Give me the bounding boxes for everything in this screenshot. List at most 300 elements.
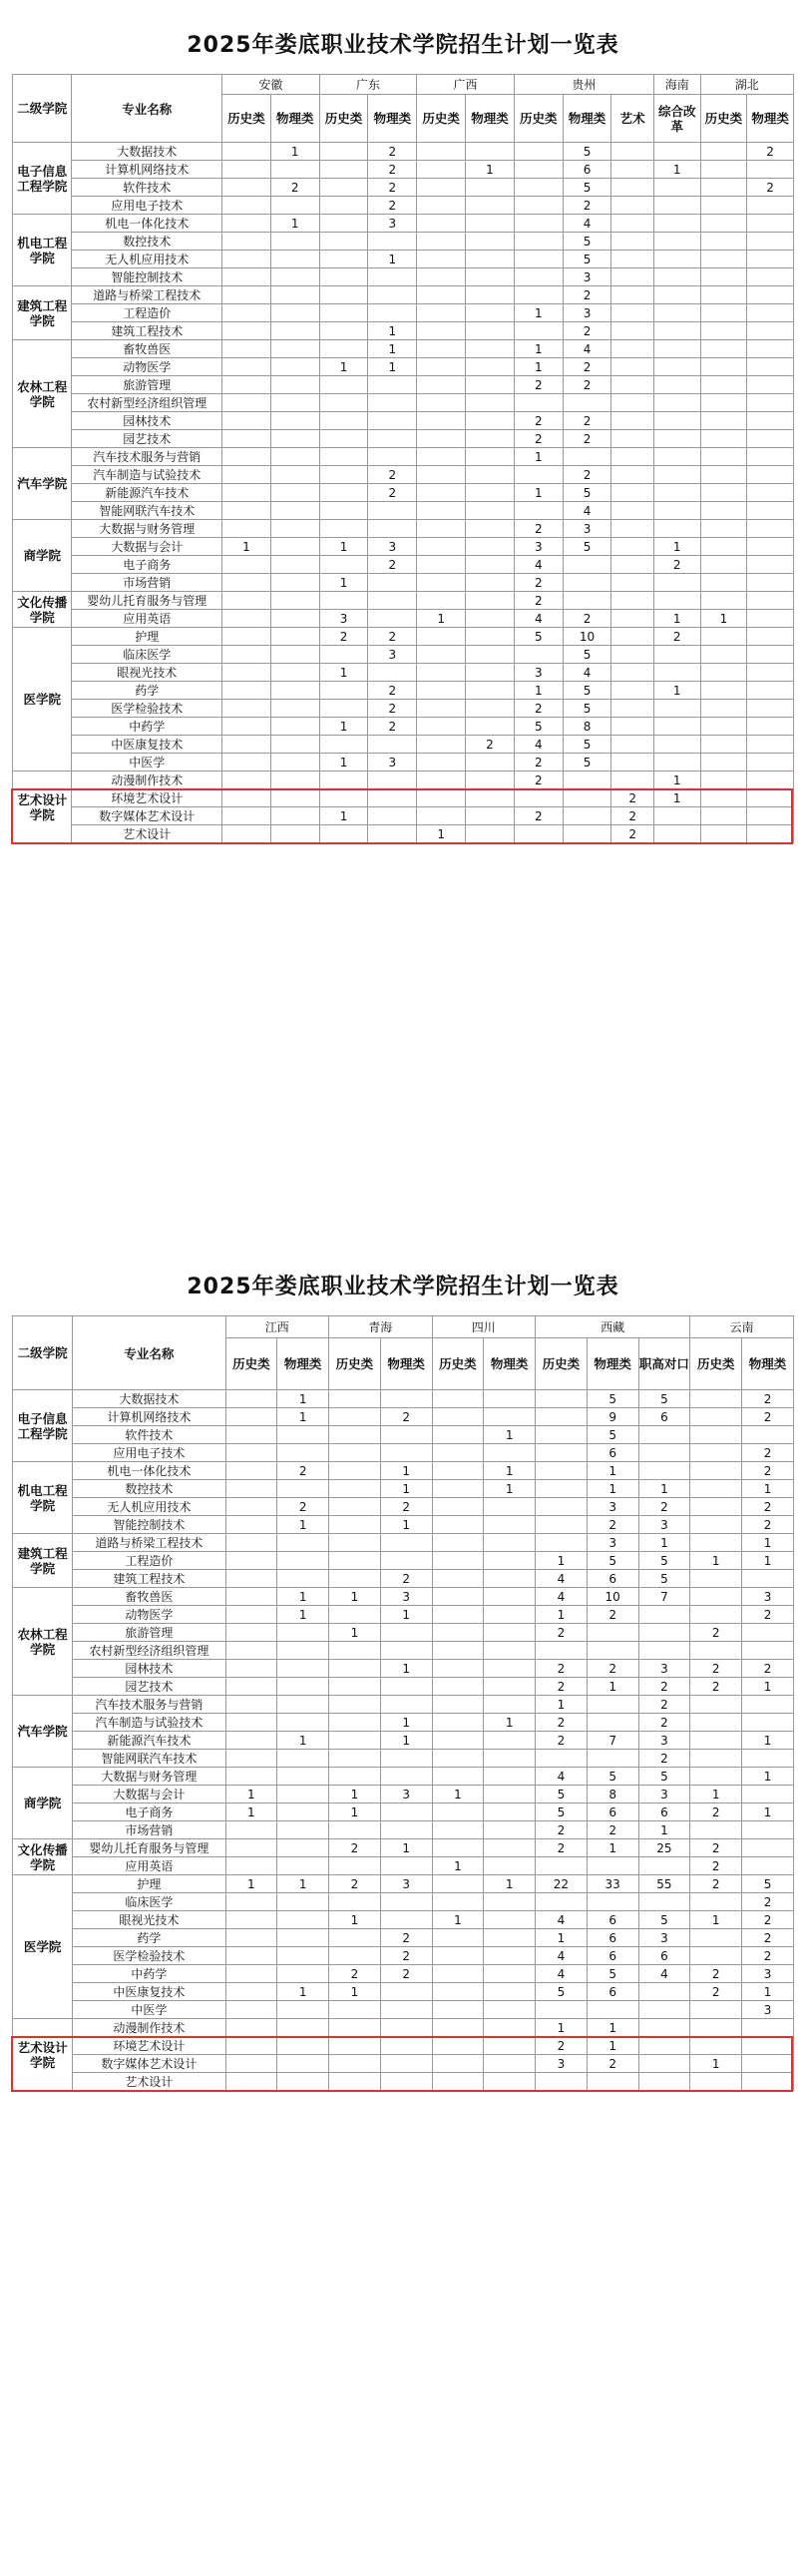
table-row (13, 304, 794, 322)
table-row (13, 161, 794, 179)
major-cell: 道路与桥梁工程技术 (72, 286, 222, 304)
college-cell: 艺术设计学院 (13, 2019, 73, 2091)
quota-cell (270, 233, 319, 251)
major-cell: 市场营销 (73, 1821, 225, 1839)
quota-cell (432, 1732, 484, 1750)
quota-cell (611, 251, 653, 268)
quota-cell (380, 1426, 432, 1444)
quota-cell (700, 197, 747, 215)
quota-cell (466, 358, 515, 376)
quota-cell: 2 (368, 484, 417, 502)
quota-cell (417, 646, 466, 664)
college-cell: 农林工程学院 (13, 340, 72, 448)
quota-cell (484, 1660, 536, 1678)
quota-cell (329, 1929, 381, 1947)
quota-cell (277, 1696, 329, 1714)
quota-cell: 4 (563, 215, 611, 233)
quota-cell: 1 (368, 358, 417, 376)
quota-cell: 2 (536, 1839, 588, 1857)
quota-cell (466, 376, 515, 394)
quota-cell (611, 718, 653, 736)
quota-cell (611, 286, 653, 304)
quota-cell (484, 1390, 536, 1408)
quota-cell (225, 1660, 277, 1678)
quota-cell (222, 520, 271, 538)
quota-cell: 4 (563, 502, 611, 520)
quota-cell (700, 789, 747, 807)
quota-cell (563, 825, 611, 843)
quota-cell: 5 (587, 1552, 638, 1570)
quota-cell: 2 (514, 430, 563, 448)
quota-cell: 6 (638, 1408, 690, 1426)
quota-cell (432, 1606, 484, 1624)
table-row (13, 1408, 794, 1426)
quota-cell (700, 394, 747, 412)
quota-cell: 1 (380, 1606, 432, 1624)
quota-cell (417, 807, 466, 825)
quota-cell: 2 (368, 700, 417, 718)
category-header: 物理类 (380, 1338, 432, 1390)
table-row (13, 448, 794, 466)
quota-cell (222, 682, 271, 700)
quota-cell (484, 1498, 536, 1516)
quota-cell (742, 1642, 794, 1660)
quota-cell: 1 (742, 1732, 794, 1750)
quota-cell (747, 646, 794, 664)
quota-cell (611, 215, 653, 233)
quota-cell (611, 161, 653, 179)
quota-cell (380, 2001, 432, 2019)
quota-cell (270, 197, 319, 215)
quota-cell (270, 574, 319, 592)
quota-cell: 1 (514, 340, 563, 358)
quota-cell: 3 (514, 664, 563, 682)
quota-cell (225, 1390, 277, 1408)
quota-cell (514, 179, 563, 197)
quota-cell (611, 628, 653, 646)
quota-cell: 2 (380, 1570, 432, 1588)
table-row (13, 1390, 794, 1408)
quota-cell (319, 502, 368, 520)
quota-cell (563, 772, 611, 789)
major-cell: 数字媒体艺术设计 (73, 2055, 225, 2073)
quota-cell (329, 1714, 381, 1732)
quota-cell: 2 (563, 466, 611, 484)
quota-cell (742, 2019, 794, 2037)
quota-cell (690, 1821, 742, 1839)
quota-cell (277, 1929, 329, 1947)
quota-cell (484, 1893, 536, 1911)
quota-cell (611, 358, 653, 376)
quota-cell (638, 1624, 690, 1642)
quota-cell (700, 807, 747, 825)
quota-cell (270, 628, 319, 646)
quota-cell (742, 1714, 794, 1732)
quota-cell (466, 772, 515, 789)
quota-cell (514, 143, 563, 161)
quota-cell: 2 (742, 1660, 794, 1678)
table-row (13, 430, 794, 448)
quota-cell (466, 825, 515, 843)
quota-cell (270, 466, 319, 484)
quota-cell (690, 1750, 742, 1768)
quota-cell (432, 1983, 484, 2001)
quota-cell (466, 179, 515, 197)
major-cell: 动漫制作技术 (73, 2019, 225, 2037)
quota-cell (653, 754, 700, 772)
quota-cell (417, 520, 466, 538)
quota-cell (536, 2001, 588, 2019)
quota-cell (319, 251, 368, 268)
quota-cell: 5 (742, 1875, 794, 1893)
quota-cell (700, 233, 747, 251)
quota-cell (611, 754, 653, 772)
quota-cell: 1 (536, 1606, 588, 1624)
quota-cell: 1 (653, 682, 700, 700)
quota-cell (319, 268, 368, 286)
quota-cell: 5 (563, 646, 611, 664)
quota-cell (466, 268, 515, 286)
quota-cell (611, 736, 653, 754)
quota-cell (653, 251, 700, 268)
quota-cell (225, 1426, 277, 1444)
quota-cell: 4 (536, 1911, 588, 1929)
quota-cell (611, 574, 653, 592)
quota-cell: 2 (514, 807, 563, 825)
quota-cell: 2 (690, 1965, 742, 1983)
quota-cell: 1 (319, 807, 368, 825)
quota-cell (417, 197, 466, 215)
quota-cell (270, 592, 319, 610)
major-cell: 中医学 (72, 754, 222, 772)
quota-cell (417, 340, 466, 358)
quota-cell: 1 (380, 1660, 432, 1678)
quota-cell: 2 (563, 412, 611, 430)
enrollment-plan-table (12, 1315, 794, 2091)
quota-cell (747, 718, 794, 736)
category-header: 历史类 (417, 95, 466, 143)
quota-cell: 4 (638, 1965, 690, 1983)
quota-cell: 3 (563, 268, 611, 286)
quota-cell (319, 304, 368, 322)
quota-cell (514, 322, 563, 340)
quota-cell: 1 (536, 1929, 588, 1947)
quota-cell (587, 1750, 638, 1768)
quota-cell: 5 (514, 628, 563, 646)
table-row (13, 772, 794, 789)
quota-cell (514, 233, 563, 251)
quota-cell (742, 2037, 794, 2055)
quota-cell (611, 682, 653, 700)
quota-cell (536, 1516, 588, 1534)
quota-cell: 1 (270, 143, 319, 161)
quota-cell (653, 340, 700, 358)
major-cell: 机电一体化技术 (73, 1462, 225, 1480)
table-row (13, 1606, 794, 1624)
quota-cell (319, 376, 368, 394)
quota-cell (653, 484, 700, 502)
quota-cell (432, 1498, 484, 1516)
quota-cell: 3 (380, 1588, 432, 1606)
quota-cell: 2 (638, 1714, 690, 1732)
quota-cell (700, 412, 747, 430)
quota-cell (466, 789, 515, 807)
quota-cell (700, 664, 747, 682)
quota-cell: 2 (368, 682, 417, 700)
quota-cell (222, 376, 271, 394)
quota-cell: 1 (536, 1696, 588, 1714)
quota-cell (225, 1534, 277, 1552)
quota-cell (222, 268, 271, 286)
quota-cell: 1 (417, 825, 466, 843)
quota-cell: 5 (563, 538, 611, 556)
quota-cell (222, 700, 271, 718)
quota-cell: 1 (225, 1875, 277, 1893)
quota-cell (417, 484, 466, 502)
quota-cell (700, 718, 747, 736)
quota-cell: 2 (638, 1678, 690, 1696)
quota-cell (690, 1426, 742, 1444)
college-cell: 机电工程学院 (13, 1462, 73, 1534)
quota-cell: 5 (563, 682, 611, 700)
quota-cell (484, 1516, 536, 1534)
quota-cell (417, 286, 466, 304)
table-row (13, 1642, 794, 1660)
major-cell: 临床医学 (72, 646, 222, 664)
major-cell: 环境艺术设计 (72, 789, 222, 807)
quota-cell: 6 (587, 1983, 638, 2001)
quota-cell (417, 502, 466, 520)
quota-cell (690, 1498, 742, 1516)
quota-cell: 3 (638, 1929, 690, 1947)
quota-cell: 3 (368, 215, 417, 233)
province-header: 广东 (319, 75, 417, 95)
quota-cell: 1 (380, 1732, 432, 1750)
quota-cell (225, 1714, 277, 1732)
quota-cell (747, 304, 794, 322)
quota-cell (432, 2001, 484, 2019)
table-row (13, 484, 794, 502)
quota-cell: 1 (536, 1552, 588, 1570)
quota-cell (690, 1947, 742, 1965)
quota-cell: 1 (319, 358, 368, 376)
quota-cell (225, 1839, 277, 1857)
quota-cell (329, 1857, 381, 1875)
quota-cell (466, 484, 515, 502)
quota-cell (484, 1803, 536, 1821)
quota-cell (747, 484, 794, 502)
table-row (13, 1570, 794, 1588)
quota-cell: 1 (277, 1606, 329, 1624)
quota-cell: 1 (514, 358, 563, 376)
quota-cell (432, 1893, 484, 1911)
quota-cell (587, 1714, 638, 1732)
quota-cell (277, 1660, 329, 1678)
quota-cell: 4 (536, 1965, 588, 1983)
category-header: 历史类 (536, 1338, 588, 1390)
table-row (13, 179, 794, 197)
quota-cell: 1 (587, 1678, 638, 1696)
quota-cell (417, 700, 466, 718)
quota-cell (222, 161, 271, 179)
quota-cell: 2 (653, 556, 700, 574)
quota-cell (690, 1696, 742, 1714)
quota-cell: 1 (277, 1516, 329, 1534)
quota-cell: 33 (587, 1875, 638, 1893)
quota-cell (700, 358, 747, 376)
quota-cell (690, 1768, 742, 1786)
table-row (13, 789, 794, 807)
major-cell: 智能网联汽车技术 (72, 502, 222, 520)
quota-cell (380, 2073, 432, 2091)
quota-cell (368, 825, 417, 843)
quota-cell (222, 215, 271, 233)
quota-cell: 1 (432, 1911, 484, 1929)
quota-cell (690, 2001, 742, 2019)
quota-cell (225, 1588, 277, 1606)
quota-cell (329, 1390, 381, 1408)
quota-cell (222, 430, 271, 448)
category-header: 物理类 (563, 95, 611, 143)
quota-cell (466, 322, 515, 340)
quota-cell (417, 161, 466, 179)
quota-cell: 2 (587, 1660, 638, 1678)
quota-cell (277, 1750, 329, 1768)
quota-cell (277, 1965, 329, 1983)
quota-cell (700, 466, 747, 484)
quota-cell: 2 (587, 2055, 638, 2073)
quota-cell: 2 (742, 1606, 794, 1624)
quota-cell (466, 430, 515, 448)
quota-cell (222, 394, 271, 412)
quota-cell: 2 (368, 161, 417, 179)
quota-cell (319, 682, 368, 700)
quota-cell (653, 502, 700, 520)
quota-cell (700, 556, 747, 574)
quota-cell (319, 430, 368, 448)
quota-cell (270, 304, 319, 322)
quota-cell (690, 1480, 742, 1498)
quota-cell (225, 1965, 277, 1983)
table-row (13, 2073, 794, 2091)
college-cell: 文化传播学院 (13, 592, 72, 628)
college-cell: 汽车学院 (13, 1696, 73, 1768)
quota-cell (653, 268, 700, 286)
quota-cell (380, 1768, 432, 1786)
quota-cell (690, 1588, 742, 1606)
quota-cell (225, 2001, 277, 2019)
quota-cell (222, 646, 271, 664)
quota-cell: 1 (329, 1911, 381, 1929)
quota-cell: 4 (514, 736, 563, 754)
quota-cell (514, 394, 563, 412)
major-cell: 环境艺术设计 (73, 2037, 225, 2055)
quota-cell (380, 2019, 432, 2037)
quota-cell (700, 143, 747, 161)
quota-cell (380, 1857, 432, 1875)
quota-cell (514, 197, 563, 215)
table-row (13, 807, 794, 825)
quota-cell (747, 268, 794, 286)
table-row (13, 1660, 794, 1678)
major-cell: 建筑工程技术 (72, 322, 222, 340)
quota-cell (368, 448, 417, 466)
table-row (13, 340, 794, 358)
major-cell: 农村新型经济组织管理 (72, 394, 222, 412)
quota-cell (700, 484, 747, 502)
quota-cell (536, 1480, 588, 1498)
quota-cell (225, 2019, 277, 2037)
quota-cell (638, 1857, 690, 1875)
quota-cell (270, 646, 319, 664)
quota-cell (222, 233, 271, 251)
quota-cell (225, 1606, 277, 1624)
quota-cell (329, 2073, 381, 2091)
quota-cell (747, 736, 794, 754)
quota-cell (638, 2019, 690, 2037)
quota-cell: 5 (587, 1768, 638, 1786)
major-cell: 智能网联汽车技术 (73, 1750, 225, 1768)
plan-table-block-1 (12, 12, 794, 843)
quota-cell: 5 (536, 1803, 588, 1821)
quota-cell: 1 (484, 1426, 536, 1444)
quota-cell: 1 (690, 1911, 742, 1929)
quota-cell (484, 1839, 536, 1857)
quota-cell (270, 718, 319, 736)
quota-cell (653, 143, 700, 161)
quota-cell: 2 (536, 1660, 588, 1678)
quota-cell: 2 (742, 1911, 794, 1929)
quota-cell: 2 (587, 1606, 638, 1624)
quota-cell (611, 322, 653, 340)
quota-cell (270, 664, 319, 682)
quota-cell (225, 1624, 277, 1642)
quota-cell (587, 1696, 638, 1714)
quota-cell (277, 1821, 329, 1839)
quota-cell (368, 736, 417, 754)
quota-cell: 2 (653, 628, 700, 646)
quota-cell: 2 (690, 1983, 742, 2001)
quota-cell: 4 (536, 1768, 588, 1786)
table-row (13, 1498, 794, 1516)
province-header: 安徽 (222, 75, 320, 95)
quota-cell (432, 1588, 484, 1606)
quota-cell: 1 (319, 718, 368, 736)
quota-cell (319, 556, 368, 574)
category-header: 物理类 (368, 95, 417, 143)
quota-cell: 1 (514, 448, 563, 466)
quota-cell: 1 (277, 1875, 329, 1893)
quota-cell (329, 1498, 381, 1516)
major-cell: 药学 (72, 682, 222, 700)
quota-cell: 7 (638, 1588, 690, 1606)
quota-cell (611, 484, 653, 502)
quota-cell (329, 1821, 381, 1839)
quota-cell: 1 (587, 2037, 638, 2055)
quota-cell (700, 304, 747, 322)
quota-cell (319, 394, 368, 412)
quota-cell (270, 394, 319, 412)
quota-cell: 1 (638, 1480, 690, 1498)
quota-cell (329, 1642, 381, 1660)
quota-cell (417, 772, 466, 789)
quota-cell (563, 592, 611, 610)
quota-cell (417, 304, 466, 322)
quota-cell: 1 (380, 1516, 432, 1534)
table-title: 2025年娄底职业技术学院招生计划一览表 (187, 32, 619, 58)
province-header: 青海 (329, 1316, 433, 1338)
table-row (13, 1875, 794, 1893)
